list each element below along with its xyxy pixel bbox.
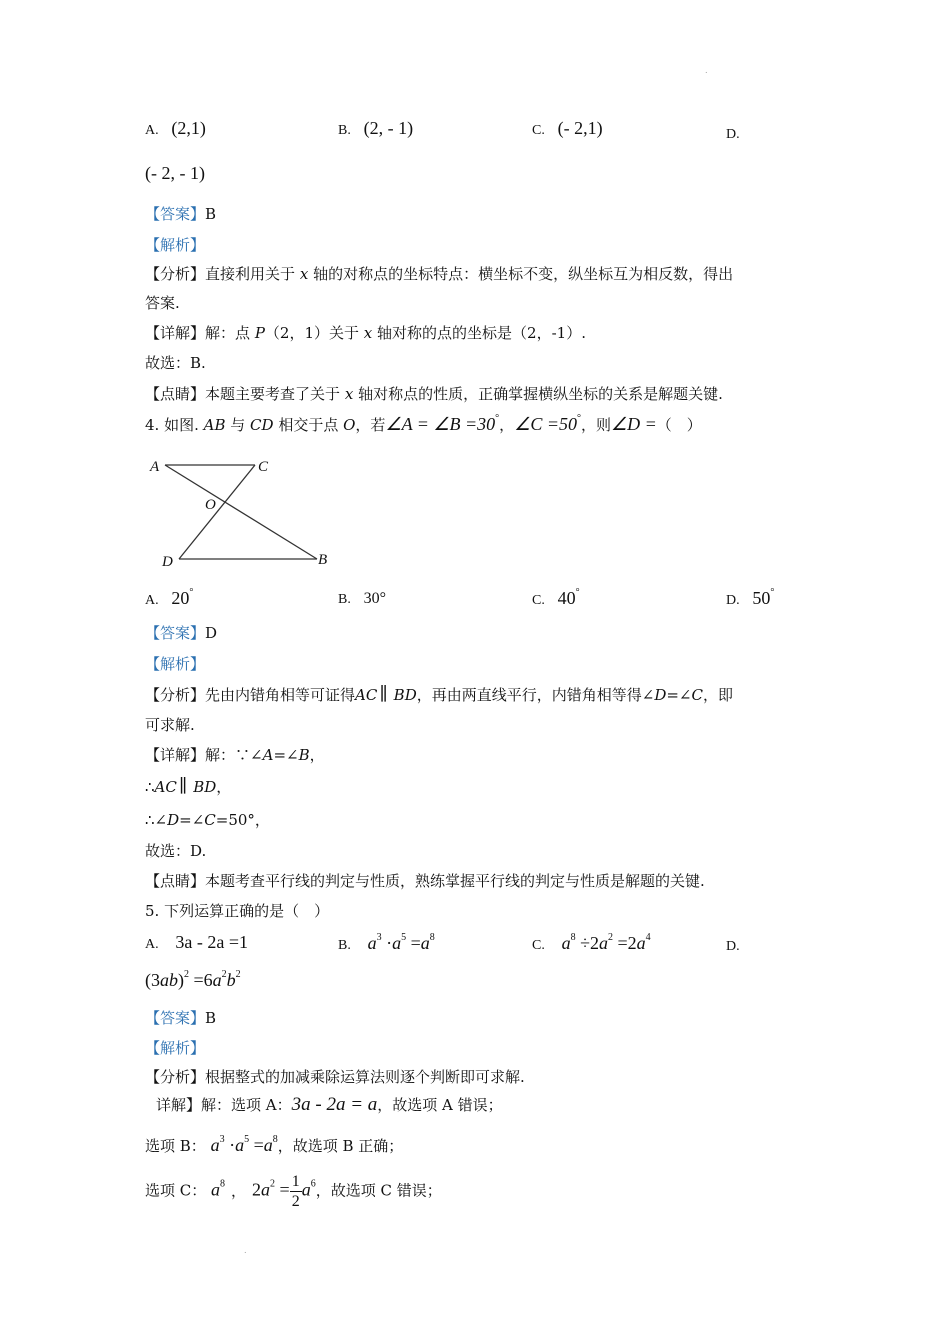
q4-stem: 4. 如图. AB 与 CD 相交于点 O，若∠A = ∠B =30°，∠C =50°，则∠D =（ ） bbox=[145, 413, 702, 434]
q4-jiexi: 【解析】 bbox=[145, 655, 206, 673]
q5-option-d-value: $(3ab)^2 =6a^2b^2$ bbox=[145, 969, 241, 990]
page-mark-bottom: . bbox=[244, 1246, 247, 1255]
q3-option-d: D. bbox=[726, 127, 740, 142]
q3-fenxi-line2: 答案. bbox=[145, 294, 180, 312]
q3-fenxi: 【分析】直接利用关于 x 轴的对称点的坐标特点：横坐标不变，纵坐标互为相反数，得出 bbox=[145, 265, 734, 283]
q3-xiangjie: 【详解】解：点 P（2，1）关于 x 轴对称的点的坐标是（2，-1）. bbox=[145, 324, 586, 342]
fraction-one-half: $\frac{1}{2}$ bbox=[291, 1173, 300, 1210]
q5-option-d: D. bbox=[726, 939, 740, 954]
q4-option-b: B. 30° bbox=[338, 590, 387, 607]
q5-option-b: B. $a^3 \cdot a^5 =a^8$ bbox=[338, 932, 435, 953]
q5-option-c-explain: 选项 C： $a^8$ ， $2a^2$ = $\frac{1}{2}$ $a^6$，故选项 C 错误； bbox=[145, 1173, 442, 1210]
q5-option-a: A. 3a - 2a =1 bbox=[145, 932, 249, 952]
q4-option-d: D. 50° bbox=[726, 587, 775, 608]
q4-option-c: C. 40° bbox=[532, 587, 580, 608]
q4-option-a: A. 20° bbox=[145, 587, 194, 608]
q4-xiangjie: 【详解】解：∵∠A=∠B， bbox=[145, 746, 325, 764]
q5-jiexi: 【解析】 bbox=[145, 1039, 206, 1057]
q5-fenxi: 【分析】根据整式的加减乘除运算法则逐个判断即可求解. bbox=[145, 1068, 525, 1086]
q3-answer: 【答案】B bbox=[145, 205, 217, 223]
q5-answer: 【答案】B bbox=[145, 1009, 217, 1027]
q3-option-d-value: (- 2, - 1) bbox=[145, 163, 205, 183]
label-b: B bbox=[318, 552, 328, 568]
q3-guxuan: 故选：B. bbox=[145, 354, 206, 372]
page-mark-top: . bbox=[705, 66, 708, 75]
q5-option-c: C. $a^8 \div 2a^2 =2a^4$ bbox=[532, 932, 651, 953]
q3-dianjing: 【点睛】本题主要考查了关于 x 轴对称点的性质，正确掌握横纵坐标的关系是解题关键. bbox=[145, 385, 723, 403]
q4-step3: ∴∠D=∠C=50°， bbox=[145, 811, 270, 829]
segment-ab bbox=[165, 465, 317, 559]
segment-cd bbox=[179, 465, 255, 559]
label-c: C bbox=[258, 459, 269, 475]
q4-fenxi: 【分析】先由内错角相等可证得AC ∥ BD，再由两直线平行，内错角相等得∠D=∠C，即 bbox=[145, 684, 733, 705]
q5-option-b-explain: 选项 B： $a^3 \cdot a^5 =a^8$，故选项 B 正确； bbox=[145, 1134, 404, 1155]
q3-option-a: A. (2,1) bbox=[145, 118, 206, 138]
q4-guxuan: 故选：D. bbox=[145, 842, 207, 860]
q5-stem: 5. 下列运算正确的是（ ） bbox=[145, 902, 330, 920]
q4-step2: ∴AC ∥ BD， bbox=[145, 776, 232, 797]
q4-fenxi-line2: 可求解. bbox=[145, 716, 195, 734]
label-d: D bbox=[162, 554, 173, 570]
q4-dianjing: 【点睛】本题考查平行线的判定与性质，熟练掌握平行线的判定与性质是解题的关键. bbox=[145, 872, 705, 890]
label-a: A bbox=[150, 459, 160, 475]
q3-option-b: B. (2, - 1) bbox=[338, 118, 414, 138]
q4-figure bbox=[145, 452, 345, 577]
q3-jiexi: 【解析】 bbox=[145, 236, 206, 254]
q4-answer: 【答案】D bbox=[145, 624, 218, 642]
q5-xiangjie: 详解】解：选项 A：3a - 2a = a，故选项 A 错误； bbox=[156, 1094, 503, 1115]
label-o: O bbox=[205, 497, 216, 513]
q3-option-c: C. (- 2,1) bbox=[532, 118, 603, 138]
